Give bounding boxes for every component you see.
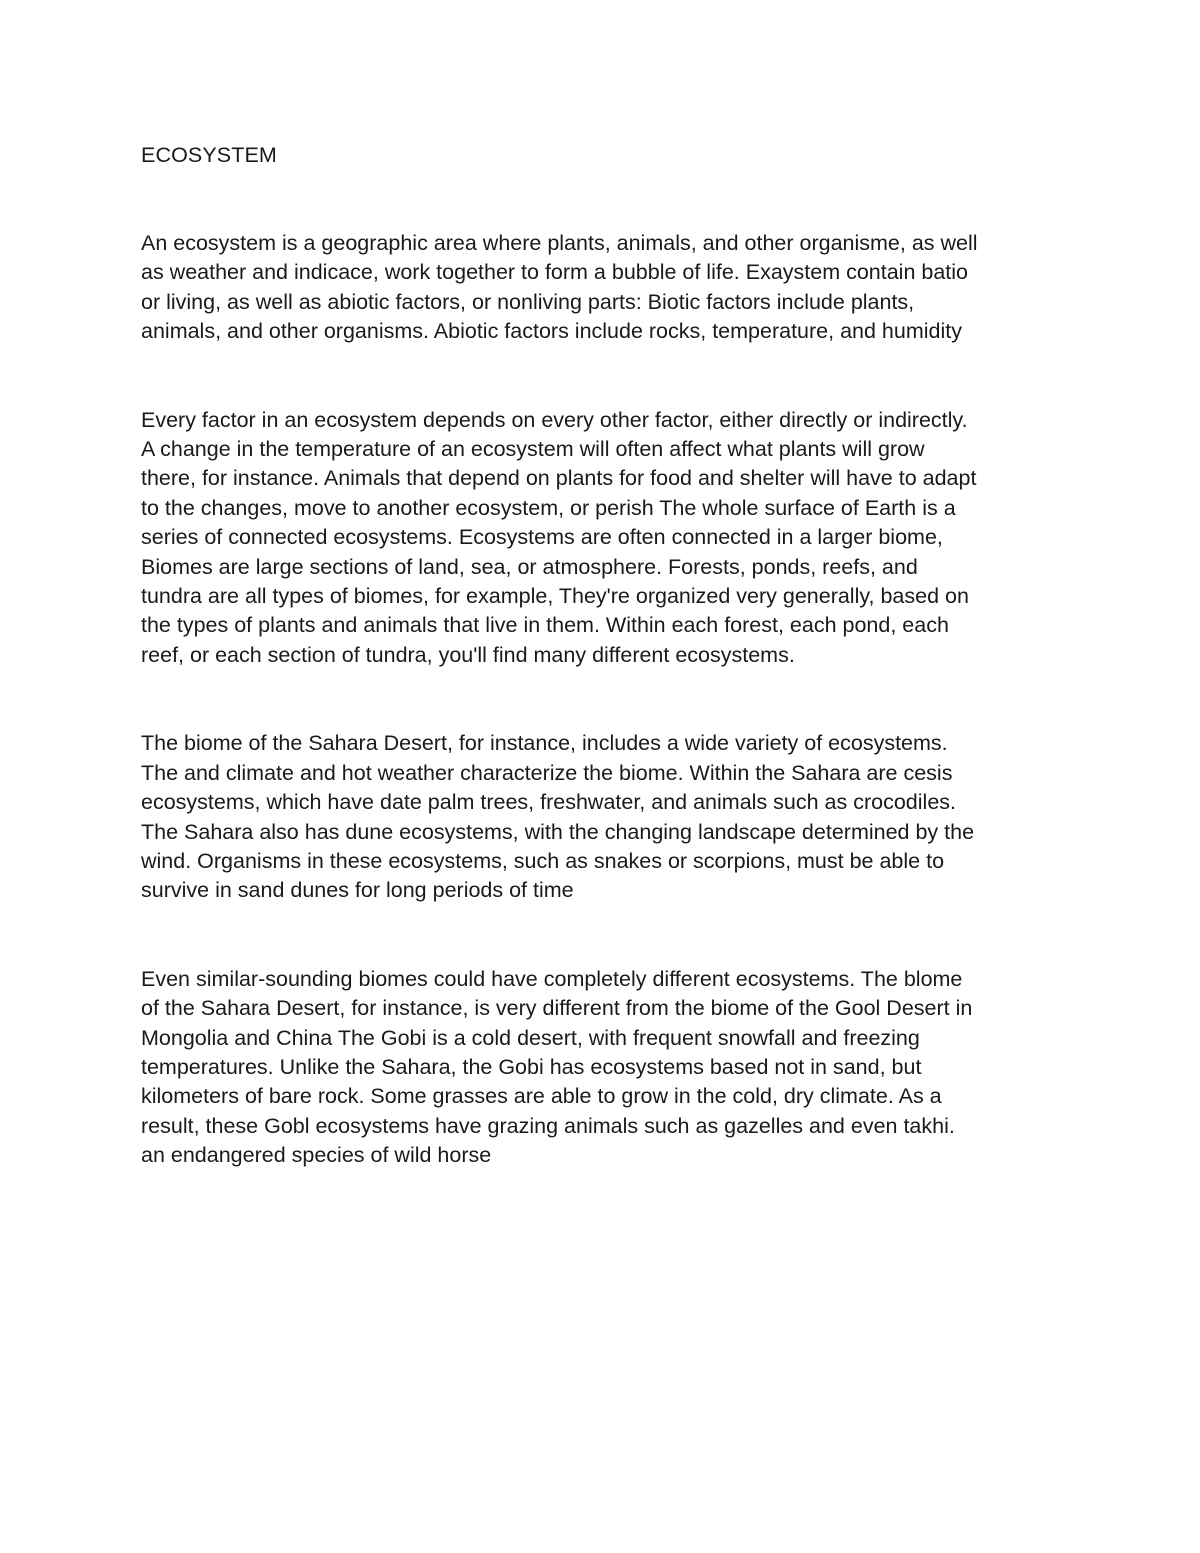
text-line: temperatures. Unlike the Sahara, the Gobi has ecosystems based not in sand, but: [141, 1054, 922, 1079]
text-line: an endangered species of wild horse: [141, 1143, 492, 1168]
text-line: there, for instance. Animals that depend on plants for food and shelter will have to adapt: [141, 466, 977, 491]
text-line: Mongolia and China The Gobi is a cold desert, with frequent snowfall and freezing: [141, 1025, 920, 1050]
text-line: of the Sahara Desert, for instance, is very different from the biome of the Gool Desert in: [141, 996, 973, 1021]
text-line: tundra are all types of biomes, for example, They're organized very generally, based on: [141, 584, 969, 609]
document-body: [141, 140, 1071, 1171]
text-line: result, these Gobl ecosystems have grazing animals such as gazelles and even takhi.: [141, 1113, 955, 1138]
text-line: Every factor in an ecosystem depends on every other factor, either directly or indirectly.: [141, 407, 968, 432]
text-line: wind. Organisms in these ecosystems, such as snakes or scorpions, must be able to: [141, 848, 945, 873]
text-line: as weather and indicace, work together to form a bubble of life. Exaystem contain batio: [141, 260, 969, 285]
text-line: series of connected ecosystems. Ecosystems are often connected in a larger biome,: [141, 525, 943, 550]
text-line: or living, as well as abiotic factors, or nonliving parts: Biotic factors include plants,: [141, 289, 915, 314]
paragraph-3: [141, 729, 1071, 905]
text-line: An ecosystem is a geographic area where plants, animals, and other organisme, as well: [141, 231, 978, 255]
text-line: A change in the temperature of an ecosystem will often affect what plants will grow: [141, 437, 925, 462]
paragraph-1: [141, 229, 1071, 347]
text-line: kilometers of bare rock. Some grasses are able to grow in the cold, dry climate. As a: [141, 1084, 942, 1109]
text-line: the types of plants and animals that live in them. Within each forest, each pond, each: [141, 613, 949, 638]
paragraph-2: [141, 406, 1071, 671]
text-line: survive in sand dunes for long periods of time: [141, 878, 574, 903]
text-line: to the changes, move to another ecosystem, or perish The whole surface of Earth is a: [141, 495, 956, 520]
document-title: ECOSYSTEM: [141, 143, 277, 167]
text-line: animals, and other organisms. Abiotic factors include rocks, temperature, and humidity: [141, 319, 962, 344]
paragraph-4: [141, 965, 1071, 1171]
text-line: The Sahara also has dune ecosystems, with the changing landscape determined by the: [141, 819, 975, 844]
text-line: ecosystems, which have date palm trees, freshwater, and animals such as crocodiles.: [141, 790, 956, 815]
text-line: Biomes are large sections of land, sea, or atmosphere. Forests, ponds, reefs, and: [141, 554, 918, 579]
text-line: The and climate and hot weather characterize the biome. Within the Sahara are cesis: [141, 760, 953, 785]
text-line: Even similar-sounding biomes could have completely different ecosystems. The blome: [141, 966, 963, 991]
text-line: The biome of the Sahara Desert, for instance, includes a wide variety of ecosystems.: [141, 731, 948, 756]
text-line: reef, or each section of tundra, you'll find many different ecosystems.: [141, 642, 795, 667]
